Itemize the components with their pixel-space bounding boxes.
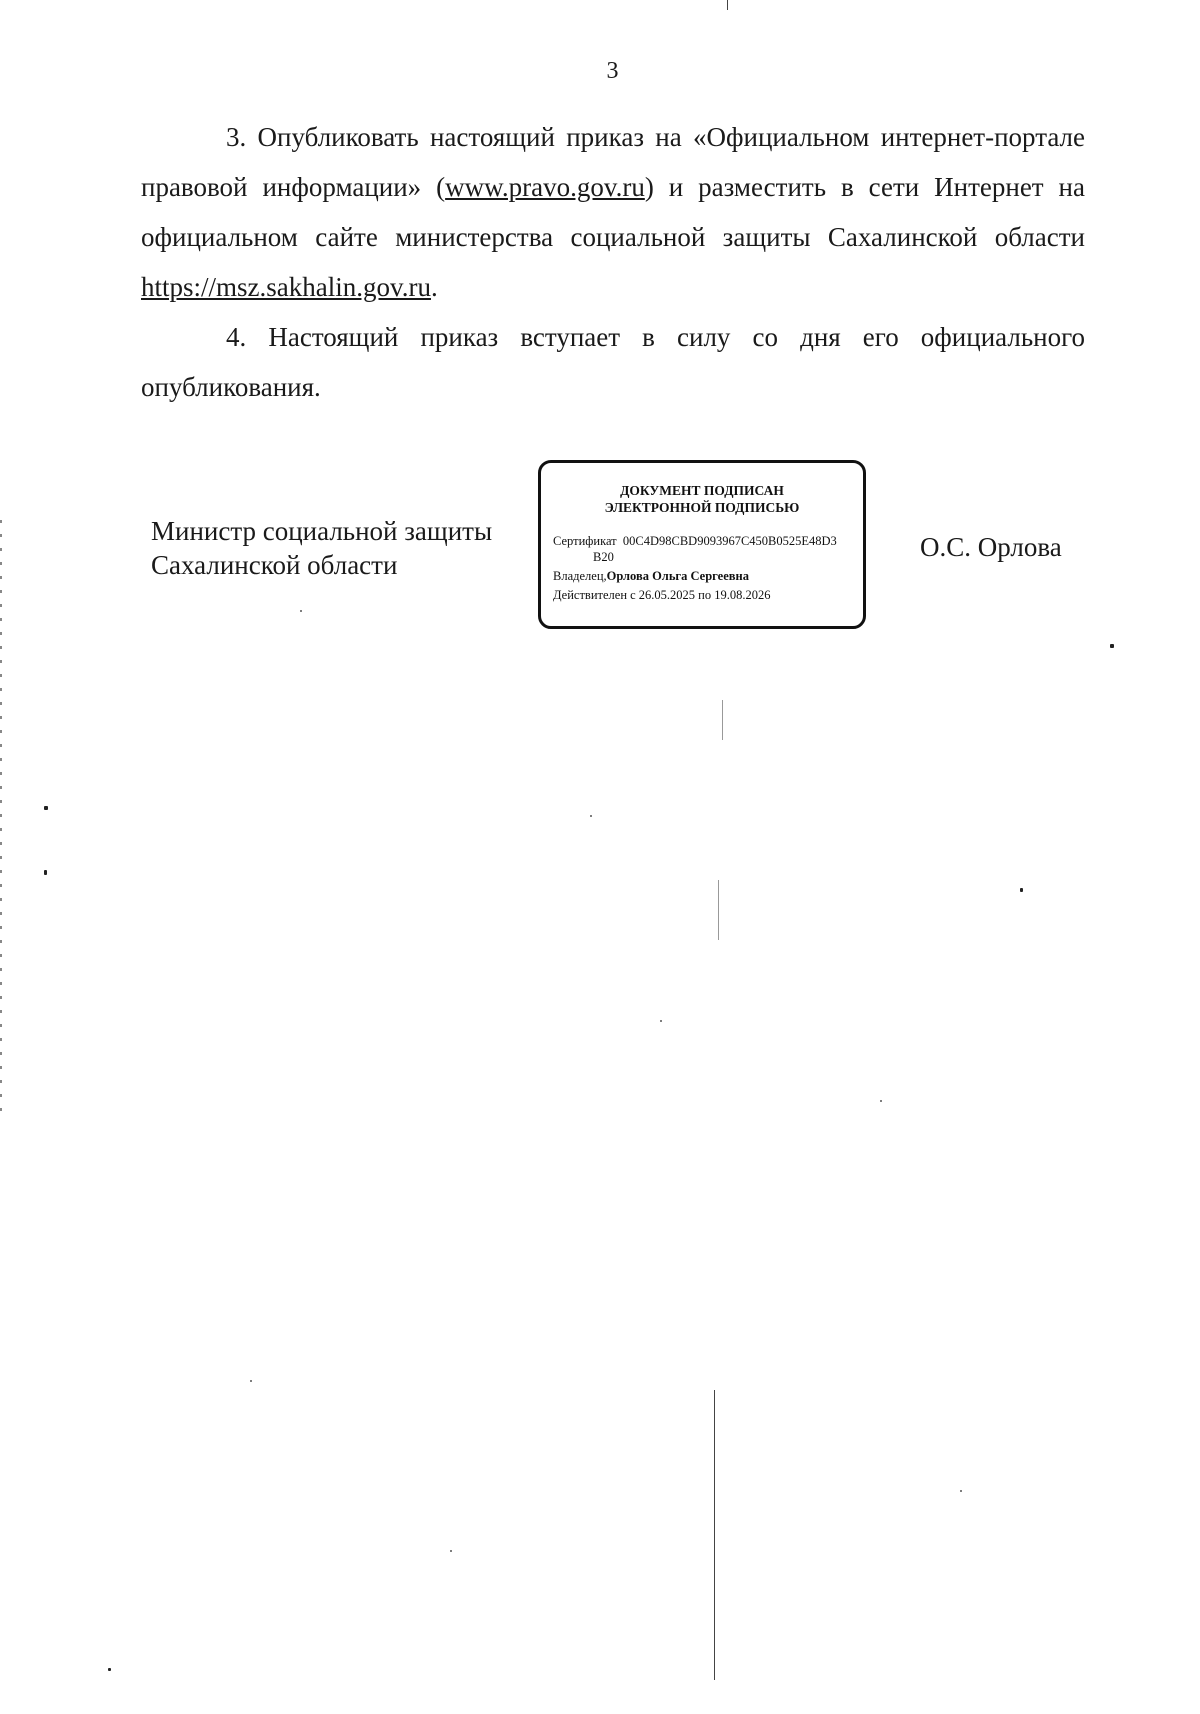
- scan-speck: [250, 1380, 252, 1382]
- scan-speck: [108, 1668, 111, 1671]
- stamp-heading: [541, 482, 863, 516]
- stamp-cert-value: 00C4D98CBD9093967C450B0525E48D3: [622, 534, 837, 548]
- scan-speck: [1020, 888, 1023, 892]
- scan-speck: [44, 870, 47, 875]
- stamp-owner-value: Орлова Ольга Сергеевна: [606, 569, 749, 583]
- stamp-owner-label: Владелец: [553, 569, 604, 583]
- stamp-owner: Владелец,Орлова Ольга Сергеевна: [553, 569, 749, 583]
- paragraph-3: [141, 112, 1085, 312]
- pravo-link[interactable]: www.pravo.gov.ru: [445, 172, 645, 202]
- signatory-name: О.С. Орлова: [920, 532, 1062, 562]
- scan-speck: [960, 1490, 962, 1492]
- paragraph-3-text: 3. Опубликовать настоящий приказ на «Официальном интернет-портале правовой информации» (: [141, 122, 1085, 202]
- stamp-heading-line1: ДОКУМЕНТ ПОДПИСАН: [620, 483, 784, 498]
- paragraph-4: 4. Настоящий приказ вступает в силу со дня его официального опубликования.: [141, 322, 1085, 402]
- signatory-title-line2: Сахалинской области: [151, 550, 398, 580]
- scan-speck: [450, 1550, 452, 1552]
- scan-line: [722, 700, 723, 740]
- stamp-validity: Действителен с 26.05.2025 по 19.08.2026: [553, 588, 771, 602]
- scan-speck: [44, 806, 48, 810]
- scan-speck: [300, 610, 302, 612]
- scan-line: [727, 0, 728, 10]
- scan-line: [714, 1390, 715, 1680]
- msz-link[interactable]: https://msz.sakhalin.gov.ru: [141, 272, 431, 302]
- scan-speck: [590, 815, 592, 817]
- signatory-title-line1: Министр социальной защиты: [151, 516, 493, 546]
- paragraph-3-text-end: .: [430, 272, 438, 302]
- stamp-certificate: [553, 533, 837, 549]
- electronic-signature-stamp: [538, 460, 866, 629]
- stamp-cert-label: Сертификат: [553, 534, 617, 548]
- signatory-title: [151, 514, 492, 582]
- stamp-certificate-cont: B20: [593, 550, 614, 564]
- page-number: 3: [606, 58, 619, 84]
- scan-speck: [1110, 644, 1114, 648]
- paragraph-3-text-middle: ) и разместить в сети Интернет на официальном сайте министерства социальной защиты Сахалинской области: [141, 172, 1085, 252]
- stamp-heading-line2: ЭЛЕКТРОННОЙ ПОДПИСЬЮ: [604, 500, 800, 515]
- document-body: [141, 112, 1085, 412]
- scan-speck: [880, 1100, 882, 1102]
- scan-speck: [660, 1020, 662, 1022]
- scan-line: [718, 880, 719, 940]
- scan-edge-marks: [0, 520, 2, 1120]
